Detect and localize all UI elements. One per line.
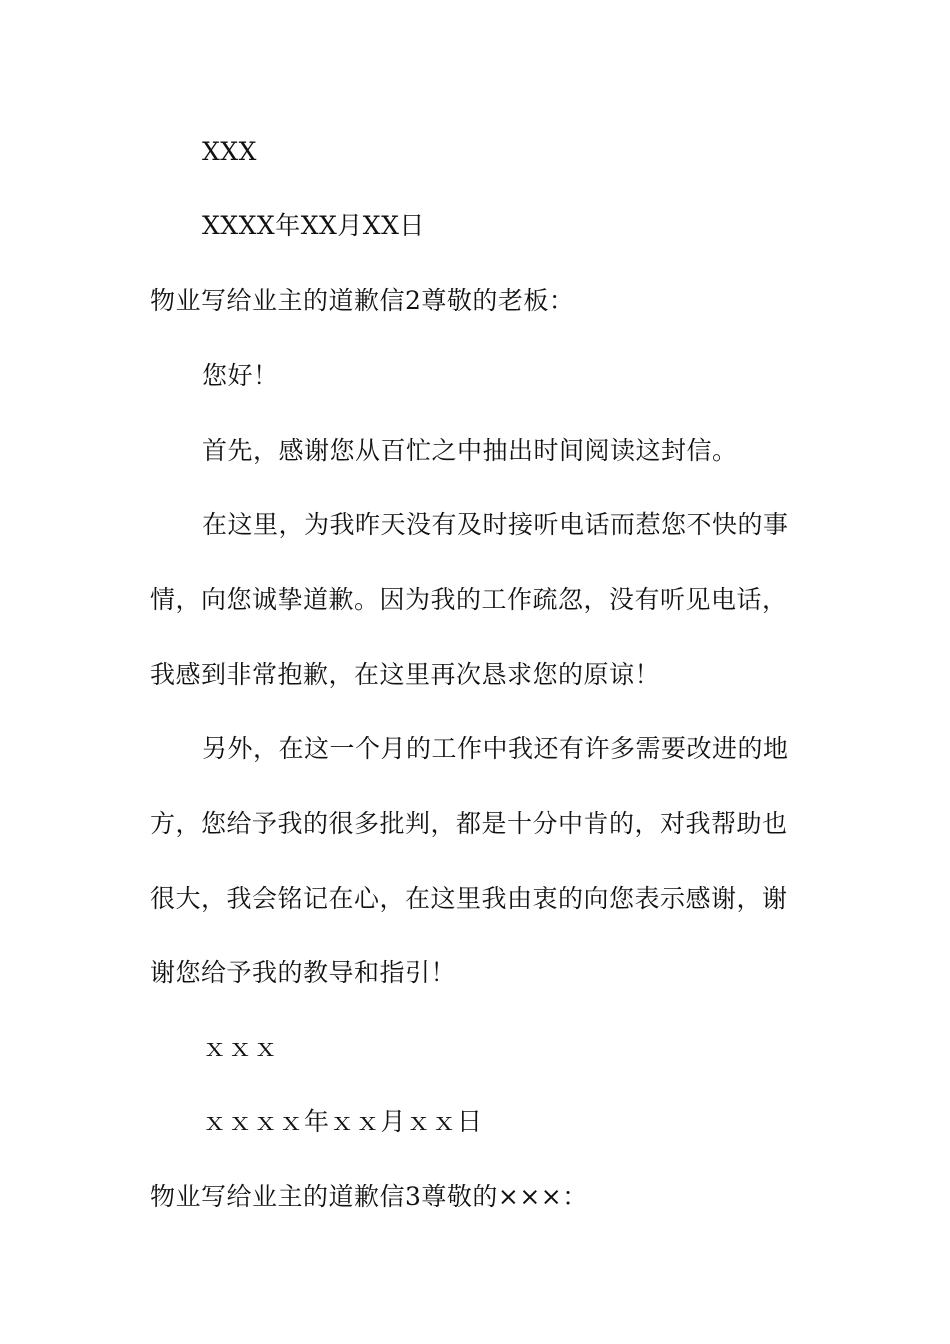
paragraph-line: 我感到非常抱歉，在这里再次恳求您的原谅！ xyxy=(150,660,661,689)
paragraph-line: 很大，我会铭记在心，在这里我由衷的向您表示感谢，谢 xyxy=(150,884,788,913)
signature-date: XXXX年XX月XX日 xyxy=(202,211,425,240)
paragraph-line: 另外，在这一个月的工作中我还有许多需要改进的地 xyxy=(202,734,789,763)
letter-3-heading: 物业写给业主的道歉信3尊敬的×××： xyxy=(150,1182,588,1211)
signature-name: ｘｘｘ xyxy=(202,1033,279,1062)
letter-2-heading: 物业写给业主的道歉信2尊敬的老板： xyxy=(150,286,575,315)
paragraph-line: 方，您给予我的很多批判，都是十分中肯的，对我帮助也 xyxy=(150,809,788,838)
paragraph-line: 在这里，为我昨天没有及时接听电话而惹您不快的事 xyxy=(202,510,789,539)
signature-date: ｘｘｘｘ年ｘｘ月ｘｘ日 xyxy=(202,1107,483,1136)
paragraph-line: 首先，感谢您从百忙之中抽出时间阅读这封信。 xyxy=(202,436,738,465)
paragraph-line: 谢您给予我的教导和指引！ xyxy=(150,958,457,987)
paragraph-line: 情，向您诚挚道歉。因为我的工作疏忽，没有听见电话， xyxy=(150,585,788,614)
greeting: 您好！ xyxy=(202,361,279,390)
signature-name: XXX xyxy=(202,137,257,166)
